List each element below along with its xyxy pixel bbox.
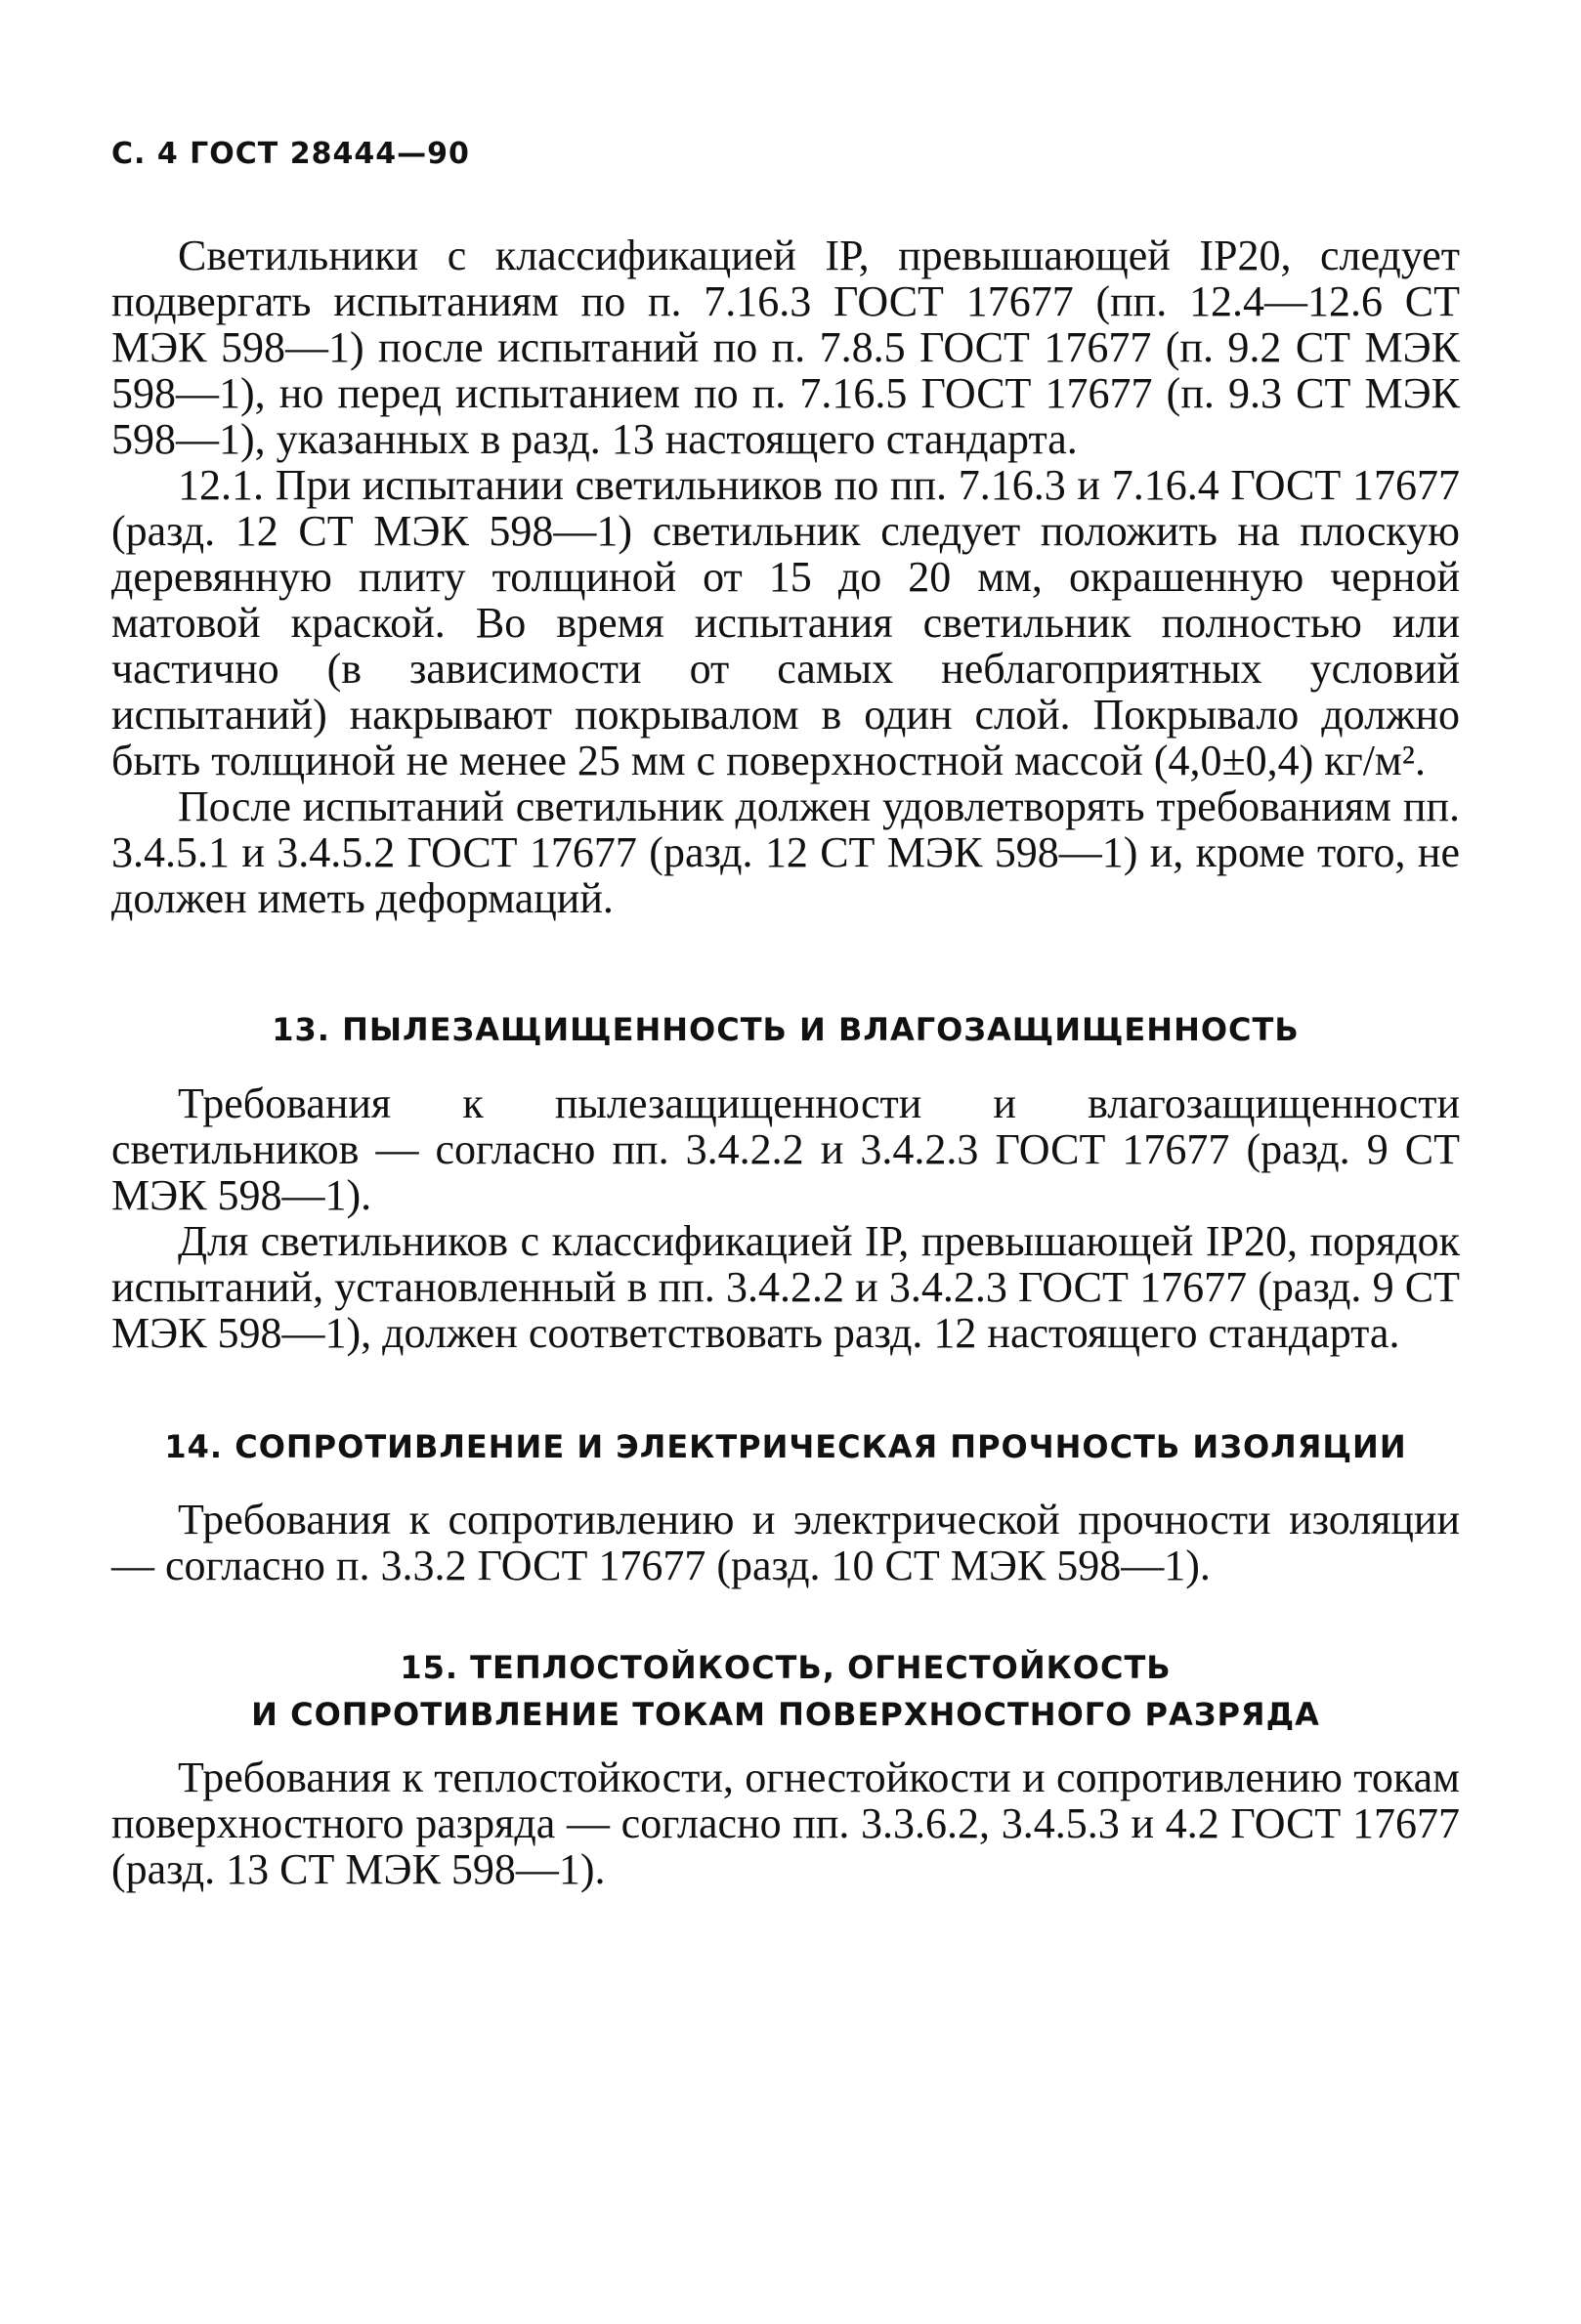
paragraph: Требования к пылезащищенности и влагозащищенности светильников — согласно пп. 3.4.2.2 и 3.4.2.3 ГОСТ 17677 (разд. 9 СТ МЭК 598—1). [111, 1079, 1460, 1219]
section-14-body [111, 1497, 1460, 1588]
paragraph: Требования к сопротивлению и электрической прочности изоляции — согласно п. 3.3.2 ГОСТ 17677 (разд. 10 СТ МЭК 598—1). [111, 1496, 1460, 1589]
section-13-title: 13. ПЫЛЕЗАЩИЩЕННОСТЬ И ВЛАГОЗАЩИЩЕННОСТЬ [272, 1011, 1300, 1048]
section-15-title-line-2: И СОПРОТИВЛЕНИЕ ТОКАМ ПОВЕРХНОСТНОГО РАЗРЯДА [251, 1696, 1320, 1733]
paragraph: Требования к теплостойкости, огнестойкости и сопротивлению токам поверхностного разряда — согласно пп. 3.3.6.2, 3.4.5.3 и 4.2 ГОСТ 17677 (разд. 13 СТ МЭК 598—1). [111, 1754, 1460, 1893]
section-14-title: 14. СОПРОТИВЛЕНИЕ И ЭЛЕКТРИЧЕСКАЯ ПРОЧНОСТЬ ИЗОЛЯЦИИ [164, 1428, 1407, 1465]
paragraph: Для светильников с классификацией IP, превышающей IP20, порядок испытаний, установленный в пп. 3.4.2.2 и 3.4.2.3 ГОСТ 17677 (разд. 9 СТ МЭК 598—1), должен соответствовать разд. 12 настоящего стандарта. [111, 1217, 1460, 1357]
section-13-body [111, 1080, 1460, 1356]
section-15-title-line-1: 15. ТЕПЛОСТОЙКОСТЬ, ОГНЕСТОЙКОСТЬ [400, 1649, 1172, 1686]
paragraph: Светильники с классификацией IP, превышающей IP20, следует подвергать испытаниям по п. 7.16.3 ГОСТ 17677 (пп. 12.4—12.6 СТ МЭК 598—1) после испытаний по п. 7.8.5 ГОСТ 17677 (п. 9.2 СТ МЭК 598—1), но перед испытанием по п. 7.16.5 ГОСТ 17677 (п. 9.3 СТ МЭК 598—1), указанных в разд. 13 настоящего стандарта. [111, 232, 1460, 463]
page-header: С. 4 ГОСТ 28444—90 [111, 137, 470, 171]
section-15-title [111, 1644, 1460, 1738]
intro-block [111, 232, 1460, 921]
section-15-body [111, 1754, 1460, 1892]
paragraph: После испытаний светильник должен удовлетворять требованиям пп. 3.4.5.1 и 3.4.5.2 ГОСТ 17677 (разд. 12 СТ МЭК 598—1) и, кроме того, не должен иметь деформаций. [111, 782, 1460, 922]
paragraph: 12.1. При испытании светильников по пп. 7.16.3 и 7.16.4 ГОСТ 17677 (разд. 12 СТ МЭК 598—1) светильник следует положить на плоскую деревянную плиту толщиной от 15 до 20 мм, окрашенную черной матовой краской. Во время испытания светильник полностью или частично (в зависимости от самых неблагоприятных условий испытаний) накрывают покрывалом в один слой. Покрывало должно быть толщиной не менее 25 мм с поверхностной массой (4,0±0,4) кг/м². [111, 461, 1460, 784]
